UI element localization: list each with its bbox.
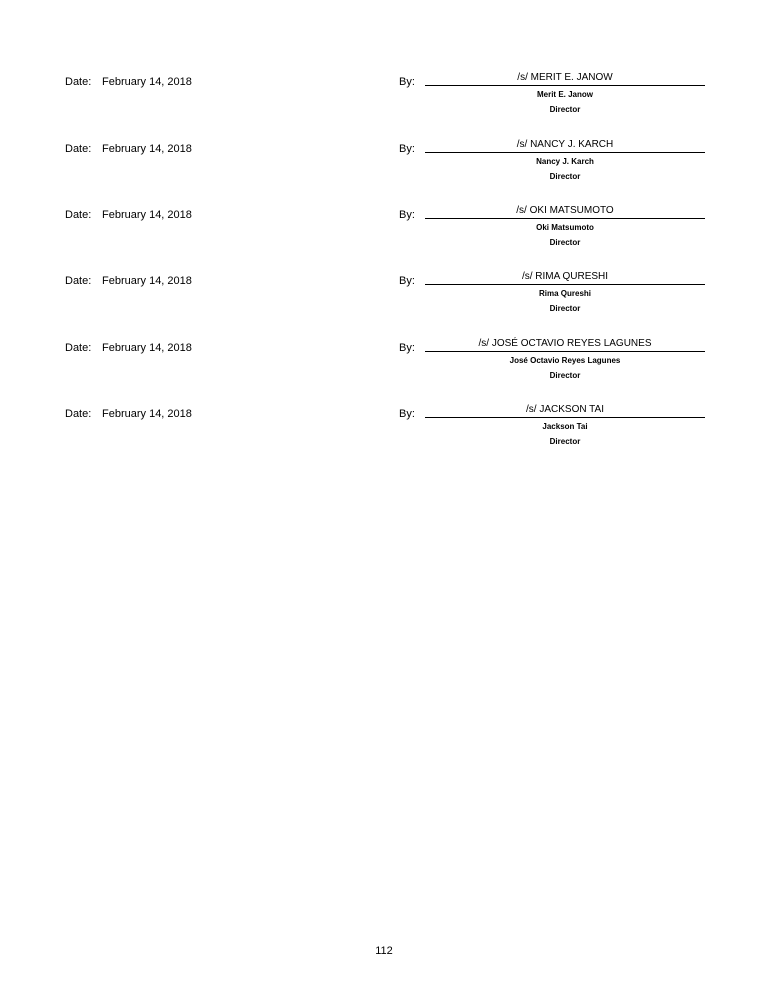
signature-line: /s/ JOSÉ OCTAVIO REYES LAGUNES (425, 337, 705, 352)
date-value: February 14, 2018 (102, 342, 192, 354)
signature-line: /s/ NANCY J. KARCH (425, 138, 705, 153)
signer-name: Rima Qureshi (538, 289, 591, 298)
signature-block (0, 205, 768, 268)
signature-line: /s/ JACKSON TAI (425, 403, 705, 418)
date-value: February 14, 2018 (102, 76, 192, 88)
by-label: By: (399, 143, 415, 155)
date-label: Date: (65, 275, 92, 287)
signer-title: Director (549, 437, 581, 446)
signature-line: /s/ MERIT E. JANOW (425, 71, 705, 86)
by-label: By: (399, 408, 415, 420)
signer-name: José Octavio Reyes Lagunes (509, 356, 621, 365)
signature-block (0, 72, 768, 135)
date-label: Date: (65, 76, 92, 88)
signer-title: Director (549, 172, 581, 181)
signer-title: Director (549, 371, 581, 380)
signature-line: /s/ OKI MATSUMOTO (425, 204, 705, 219)
signer-title: Director (549, 304, 581, 313)
signer-title: Director (549, 238, 581, 247)
by-label: By: (399, 342, 415, 354)
signature-line: /s/ RIMA QURESHI (425, 270, 705, 285)
signer-name: Jackson Tai (542, 422, 588, 431)
signer-name: Nancy J. Karch (536, 157, 594, 166)
date-label: Date: (65, 209, 92, 221)
signature-block (0, 338, 768, 401)
by-label: By: (399, 209, 415, 221)
signer-title: Director (549, 105, 581, 114)
signer-name: Merit E. Janow (536, 90, 593, 99)
date-value: February 14, 2018 (102, 275, 192, 287)
date-value: February 14, 2018 (102, 209, 192, 221)
by-label: By: (399, 275, 415, 287)
date-label: Date: (65, 408, 92, 420)
signature-block (0, 271, 768, 334)
date-label: Date: (65, 342, 92, 354)
signature-block (0, 139, 768, 202)
page-number: 112 (375, 945, 393, 957)
date-label: Date: (65, 143, 92, 155)
by-label: By: (399, 76, 415, 88)
signer-name: Oki Matsumoto (536, 223, 594, 232)
signature-block (0, 404, 768, 467)
date-value: February 14, 2018 (102, 408, 192, 420)
date-value: February 14, 2018 (102, 143, 192, 155)
